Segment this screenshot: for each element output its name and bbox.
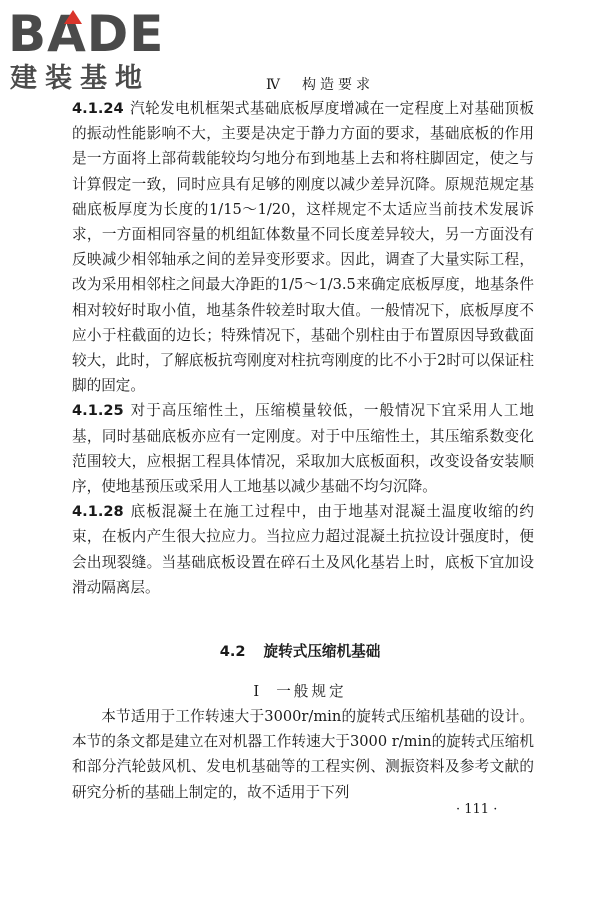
- clause-4-1-28: [72, 499, 534, 600]
- page-number: · 111 ·: [456, 802, 498, 817]
- chapter-title: [0, 640, 600, 661]
- logo-wordmark: BADE: [8, 5, 165, 63]
- intro-paragraph: 本节适用于工作转速大于3000r/min的旋转式压缩机基础的设计。本节的条文都是建立在对机器工作转速大于3000 r/min的旋转式压缩机和部分汽轮鼓风机、发电机基础等的工程实例、测振资料及参考文献的研究分析的基础上制定的，故不适用于下列: [72, 708, 534, 801]
- logo-red-accent: [64, 10, 82, 24]
- clause-number: 4.1.28: [72, 503, 124, 521]
- subsection-heading: [0, 680, 600, 701]
- clause-4-1-25: [72, 398, 534, 499]
- clause-text: 汽轮发电机框架式基础底板厚度增减在一定程度上对基础顶板的振动性能影响不大，主要是决定于静力方面的要求，基础底板的作用是一方面将上部荷载能较均匀地分布到地基上去和将柱脚固定，使之与计算假定一致，同时应具有足够的刚度以减少差异沉降。原规范规定基础底板厚度为长度的1/15～1/20，这样规定不太适应当前技术发展诉求，一方面相同容量的机组缸体数量不同长度差异较大，另一方面没有反映减少相邻轴承之间的差异变形要求。因此，调查了大量实际工程，改为采用相邻柱之间最大净距的1/5～1/3.5来确定底板厚度，地基条件相对较好时取小值，地基条件较差时取大值。一般情况下，底板厚度不应小于柱截面的边长；特殊情况下，基础个别柱由于布置原因导致截面较大，此时，了解底板抗弯刚度对柱抗弯刚度的比不小于2时可以保证柱脚的固定。: [72, 100, 534, 395]
- section-heading: Ⅳ 构造要求: [266, 77, 374, 93]
- clause-number: 4.1.25: [72, 402, 124, 420]
- clause-4-1-24: [72, 96, 534, 398]
- clauses-body: [72, 96, 534, 600]
- clause-text: 底板混凝土在施工过程中，由于地基对混凝土温度收缩的约束，在板内产生很大拉应力。当拉应力超过混凝土抗拉设计强度时，便会出现裂缝。当基础底板设置在碎石土及风化基岩上时，底板下宜加设滑动隔离层。: [72, 503, 534, 596]
- logo-subtitle: 建装基地: [10, 63, 150, 94]
- clause-text: 对于高压缩性土，压缩模量较低，一般情况下宜采用人工地基，同时基础底板亦应有一定刚度。对于中压缩性土，其压缩系数变化范围较大，应根据工程具体情况，采取加大底板面积，改变设备安装顺序，使地基预压或采用人工地基以减少基础不均匀沉降。: [72, 402, 534, 496]
- clause-number: 4.1.24: [72, 100, 124, 117]
- subsection-title: 一般规定: [276, 683, 347, 700]
- chapter-title-text: 旋转式压缩机基础: [263, 643, 381, 660]
- intro-body: [72, 704, 534, 805]
- subsection-roman: Ⅰ: [253, 683, 263, 700]
- chapter-number: 4.2: [219, 643, 246, 660]
